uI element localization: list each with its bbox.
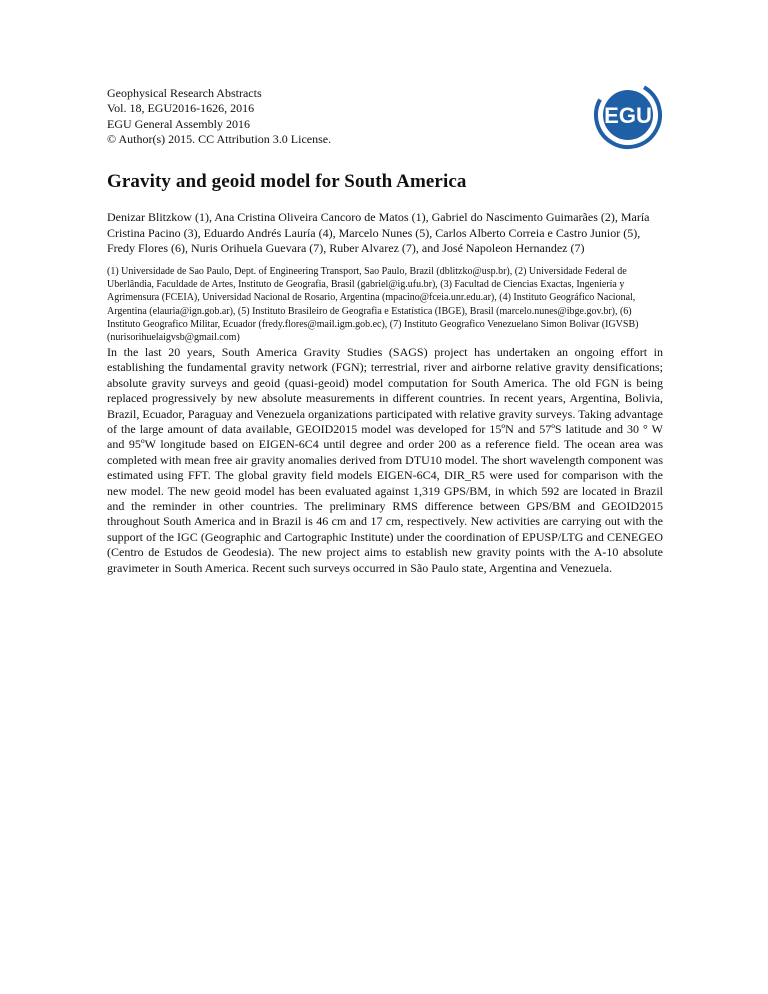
journal-name: Geophysical Research Abstracts (107, 86, 262, 100)
abstract-body: In the last 20 years, South America Gravity Studies (SAGS) project has undertaken an ongoing effort in establishing the fundamental gravity network (FGN); terrestrial, river and airborne relative gravity densifications; absolute gravity surveys and geoid (quasi-geoid) model computation for South America. The old FGN is being replaced progressively by new absolute measurements in different countries. In recent years, Argentina, Bolivia, Brazil, Ecuador, Paraguay and Venezuela organizations participated with relative gravity surveys. Taking advantage of the large amount of data available, GEOID2015 model was developed for 15ºN and 57ºS latitude and 30 ° W and 95ºW longitude based on EIGEN-6C4 until degree and order 200 as a reference field. The ocean area was completed with mean free air gravity anomalies derived from DTU10 model. The short wavelength component was estimated using FFT. The global gravity field models EIGEN-6C4, DIR_R5 were used for comparison with the new model. The new geoid model has been evaluated against 1,319 GPS/BM, in which 592 are located in Brazil and the reminder in other countries. The preliminary RMS difference between GPS/BM and GEOID2015 throughout South America and in Brazil is 46 cm and 17 cm, respectively. New activities are carrying out with the support of the IGC (Geographic and Cartographic Institute) under the coordination of EPUSP/LTG and CENEGEO (Centro de Estudos de Geodesia). The new project aims to establish new gravity points with the A-10 absolute gravimeter in South America. Recent such surveys occurred in São Paulo state, Argentina and Venezuela. (107, 345, 663, 575)
egu-logo (590, 80, 666, 150)
paper-title: Gravity and geoid model for South America (107, 171, 467, 192)
assembly-name: EGU General Assembly 2016 (107, 116, 250, 131)
license-line: © Author(s) 2015. CC Attribution 3.0 License. (107, 132, 332, 147)
publication-header (107, 86, 331, 148)
affiliation-list: (1) Universidade de Sao Paulo, Dept. of Engineering Transport, Sao Paulo, Brazil (dblitzko@usp.br), (2) Universidade Federal de Uberlândia, Faculdade de Artes, Instituto de Geografia, Brasil (gabriel@ig.ufu.br), (3) Facultad de Ciencias Exactas, Ingeniería y Agrimensura (FCEIA), Universidad Nacional de Rosario, Argentina (mpacino@fceia.unr.edu.ar), (4) Instituto Geográfico Nacional, Argentina (elauria@ign.gob.ar), (5) Instituto Brasileiro de Geografia e Estatística (IBGE), Brasil (marcelo.nunes@ibge.gov.br), (6) Instituto Geografico Militar, Ecuador (fredy.flores@mail.igm.gob.ec), (7) Instituto Geografico Venezuelano Simon Bolivar (IGVSB) (nurisorihuelaigvsb@gmail.com) (107, 266, 639, 344)
author-list: Denizar Blitzkow (1), Ana Cristina Oliveira Cancoro de Matos (1), Gabriel do Nascimento Guimarães (2), María Cristina Pacino (3), Eduardo Andrés Lauría (4), Marcelo Nunes (5), Carlos Alberto Correia e Castro Junior (5), Fredy Flores (6), Nuris Orihuela Guevara (7), Ruber Alvarez (7), and José Napoleon Hernandez (7) (107, 210, 650, 256)
logo-text: EGU (604, 103, 652, 128)
volume-info: Vol. 18, EGU2016-1626, 2016 (107, 101, 255, 116)
